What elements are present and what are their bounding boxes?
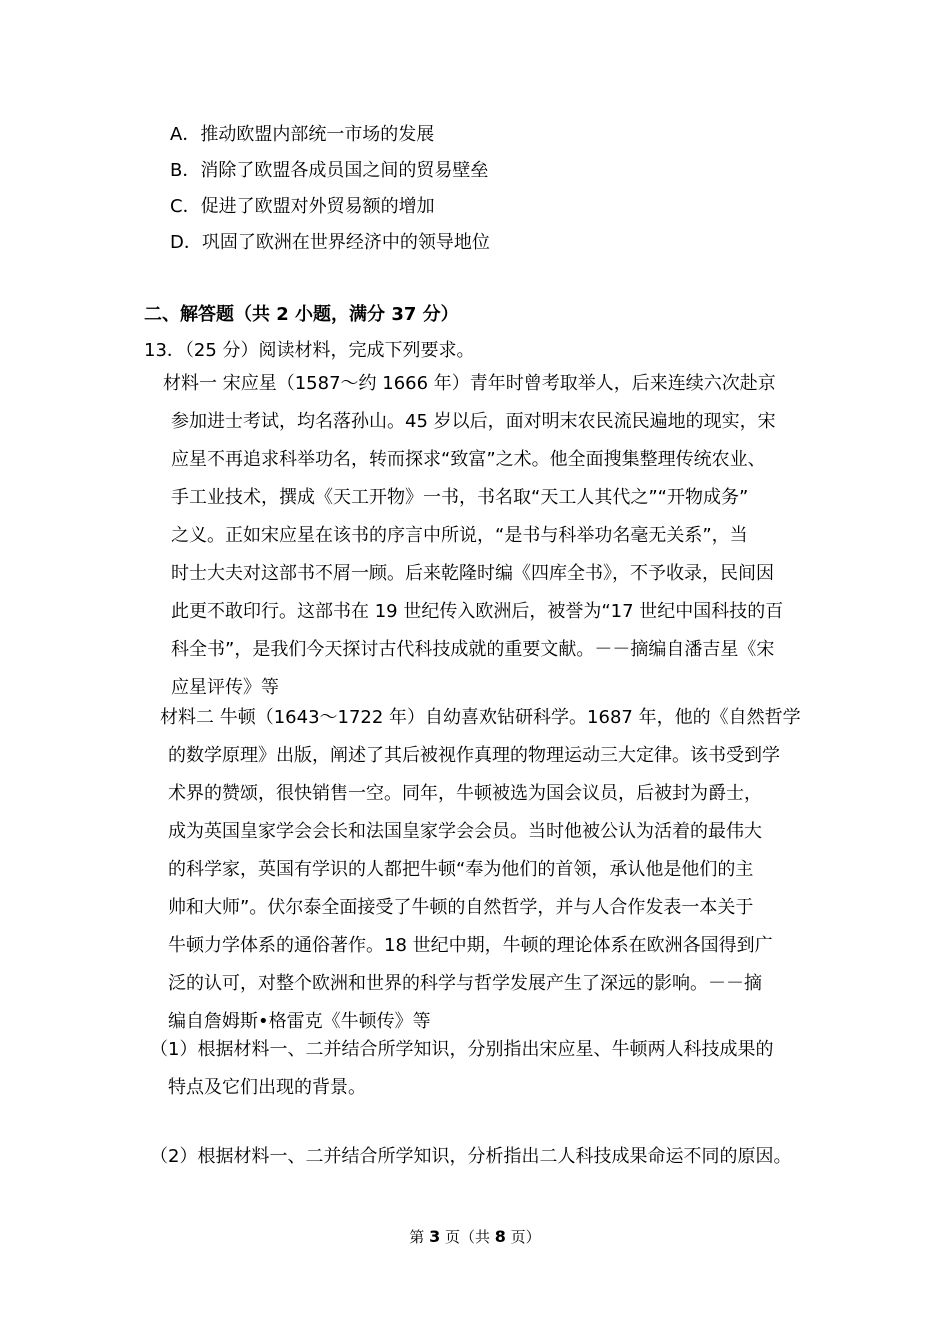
material-two-line: 的科学家，英国有学识的人都把牛顿“奉为他们的首领，承认他是他们的主: [168, 859, 754, 880]
footer-middle: 页（共: [440, 1228, 495, 1246]
footer-suffix: 页）: [505, 1228, 541, 1246]
material-two-line: 帅和大师”。伏尔泰全面接受了牛顿的自然哲学，并与人合作发表一本关于: [168, 897, 754, 918]
material-one-line: 参加进士考试，均名落孙山。45 岁以后，面对明末农民流民遍地的现实，宋: [171, 411, 776, 432]
material-one-line: 材料一 宋应星（1587～约 1666 年）青年时曾考取举人，后来连续六次赴京: [163, 373, 776, 394]
page-footer: [0, 1226, 950, 1247]
sub-question-1-line: 特点及它们出现的背景。: [168, 1077, 366, 1098]
material-two: [160, 699, 808, 1041]
material-two-line: 编自詹姆斯•格雷克《牛顿传》等: [168, 1011, 431, 1032]
footer-page-number: 3: [429, 1227, 441, 1246]
option-b: B．消除了欧盟各成员国之间的贸易壁垒: [170, 160, 489, 181]
material-one: [163, 365, 808, 707]
material-two-line: 成为英国皇家学会会长和法国皇家学会会员。当时他被公认为活着的最伟大: [168, 821, 762, 842]
footer-prefix: 第: [409, 1228, 430, 1246]
section-title: 二、解答题（共 2 小题，满分 37 分）: [144, 304, 459, 325]
material-two-line: 的数学原理》出版，阐述了其后被视作真理的物理运动三大定律。该书受到学: [168, 745, 780, 766]
footer-total-pages: 8: [494, 1227, 506, 1246]
option-d: D．巩固了欧洲在世界经济中的领导地位: [170, 232, 490, 253]
material-one-line: 科全书”，是我们今天探讨古代科技成就的重要文献。－－摘编自潘吉星《宋: [171, 639, 775, 660]
question-13: 13．（25 分）阅读材料，完成下列要求。: [144, 340, 475, 361]
material-one-line: 之义。正如宋应星在该书的序言中所说，“是书与科举功名毫无关系”，当: [171, 525, 748, 546]
sub-question-2: （2）根据材料一、二并结合所学知识，分析指出二人科技成果命运不同的原因。: [150, 1146, 792, 1167]
material-two-line: 牛顿力学体系的通俗著作。18 世纪中期，牛顿的理论体系在欧洲各国得到广: [168, 935, 773, 956]
material-one-line: 时士大夫对这部书不屑一顾。后来乾隆时编《四库全书》，不予收录，民间因: [171, 563, 774, 584]
material-one-line: 应星不再追求科举功名，转而探求“致富”之术。他全面搜集整理传统农业、: [171, 449, 766, 470]
sub-question-1: [150, 1031, 815, 1107]
material-one-line: 手工业技术，撰成《天工开物》一书，书名取“天工人其代之”“开物成务”: [171, 487, 749, 508]
material-one-line: 应星评传》等: [171, 677, 279, 698]
option-a: A．推动欧盟内部统一市场的发展: [170, 124, 435, 145]
material-one-line: 此更不敢印行。这部书在 19 世纪传入欧洲后，被誉为“17 世纪中国科技的百: [171, 601, 784, 622]
option-c: C．促进了欧盟对外贸易额的增加: [170, 196, 435, 217]
material-two-line: 材料二 牛顿（1643～1722 年）自幼喜欢钻研科学。1687 年，他的《自然哲学: [160, 707, 801, 728]
material-two-line: 泛的认可，对整个欧洲和世界的科学与哲学发展产生了深远的影响。－－摘: [168, 973, 762, 994]
sub-question-1-line: （1）根据材料一、二并结合所学知识，分别指出宋应星、牛顿两人科技成果的: [150, 1039, 774, 1060]
material-two-line: 术界的赞颂，很快销售一空。同年，牛顿被选为国会议员，后被封为爵士，: [168, 783, 762, 804]
